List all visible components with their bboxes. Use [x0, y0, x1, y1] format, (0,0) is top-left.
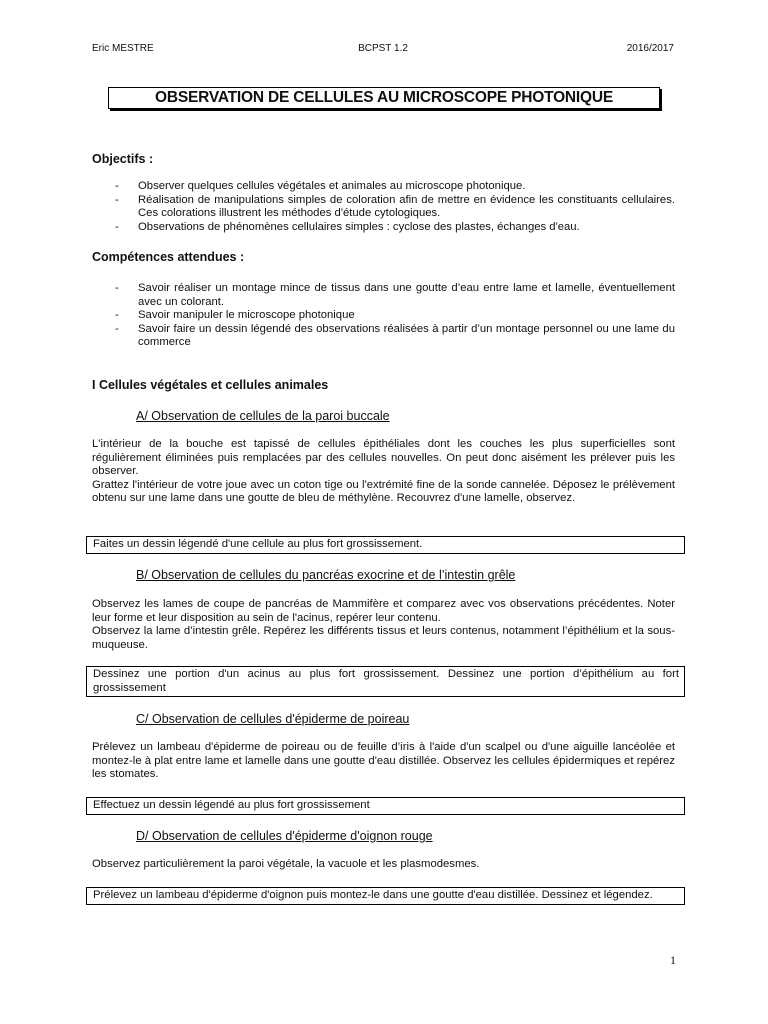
competences-list — [92, 282, 675, 350]
list-item: - Réalisation de manipulations simples de coloration afin de mettre en évidence les constituants cellulaires. Ces colorations illustrent les méthodes d'étude cytologiques. — [92, 194, 675, 221]
list-item: - Observations de phénomènes cellulaires simples : cyclose des plastes, échanges d'eau. — [92, 221, 675, 235]
list-item: - Savoir réaliser un montage mince de tissus dans une goutte d’eau entre lame et lamelle, éventuellement avec un colorant. — [92, 282, 675, 309]
subsection-d-title: D/ Observation de cellules d'épiderme d'oignon rouge — [136, 829, 433, 843]
subsection-c-text: Prélevez un lambeau d'épiderme de poireau ou de feuille d’iris à l'aide d'un scalpel ou d'une aiguille lancéolée et montez-le à plat entre lame et lamelle dans une goutte d'eau distillée. Observez les cellules épidermiques et repérez les stomates. — [92, 741, 675, 780]
section-heading: I Cellules végétales et cellules animales — [92, 378, 329, 392]
header-year: 2016/2017 — [626, 43, 674, 54]
subsection-b-title: B/ Observation de cellules du pancréas exocrine et de l’intestin grêle — [136, 568, 516, 582]
objectifs-list — [92, 180, 675, 234]
list-item: - Savoir manipuler le microscope photonique — [92, 309, 675, 323]
subsection-c-title: C/ Observation de cellules d'épiderme de poireau — [136, 712, 410, 726]
subsection-a-text — [92, 438, 675, 506]
subsection-b-task: Dessinez une portion d'un acinus au plus fort grossissement. Dessinez une portion d’épithélium au fort grossissement — [86, 666, 685, 697]
subsection-d-text: Observez particulièrement la paroi végétale, la vacuole et les plasmodesmes. — [92, 858, 480, 870]
paragraph: L'intérieur de la bouche est tapissé de cellules épithéliales dont les couches les plus superficielles sont régulièrement éliminées puis remplacées par des cellules nouvelles. On peut donc aisément les prélever puis les observer. — [92, 438, 675, 477]
subsection-d-task: Prélevez un lambeau d'épiderme d'oignon puis montez-le dans une goutte d'eau distillée. Dessinez et légendez. — [86, 887, 685, 905]
paragraph: Observez les lames de coupe de pancréas de Mammifère et comparez avec vos observations précédentes. Noter leur forme et leur disposition au sein de l'acinus, repérer leur contenu. — [92, 598, 675, 624]
document-title: OBSERVATION DE CELLULES AU MICROSCOPE PHOTONIQUE — [108, 87, 660, 109]
header-author: Eric MESTRE — [92, 43, 154, 54]
list-item: - Savoir faire un dessin légendé des observations réalisées à partir d’un montage personnel ou une lame du commerce — [92, 323, 675, 350]
competences-heading: Compétences attendues : — [92, 250, 245, 264]
page-header — [92, 43, 674, 57]
subsection-a-task: Faites un dessin légendé d'une cellule au plus fort grossissement. — [86, 536, 685, 554]
header-class: BCPST 1.2 — [358, 43, 408, 54]
subsection-a-title: A/ Observation de cellules de la paroi buccale — [136, 409, 390, 423]
list-item: - Observer quelques cellules végétales et animales au microscope photonique. — [92, 180, 675, 194]
objectifs-heading: Objectifs : — [92, 152, 154, 166]
paragraph: Observez la lame d’intestin grêle. Repérez les différents tissus et leurs contenus, notamment l’épithélium et la sous-muqueuse. — [92, 625, 675, 651]
subsection-c-task: Effectuez un dessin légendé au plus fort grossissement — [86, 797, 685, 815]
subsection-b-text — [92, 598, 675, 652]
page-number: 1 — [670, 953, 676, 967]
paragraph: Grattez l'intérieur de votre joue avec un coton tige ou l'extrémité fine de la sonde cannelée. Déposez le prélèvement obtenu sur une lame dans une goutte de bleu de méthylène. Recouvrez d'une lamelle, observez. — [92, 478, 675, 504]
